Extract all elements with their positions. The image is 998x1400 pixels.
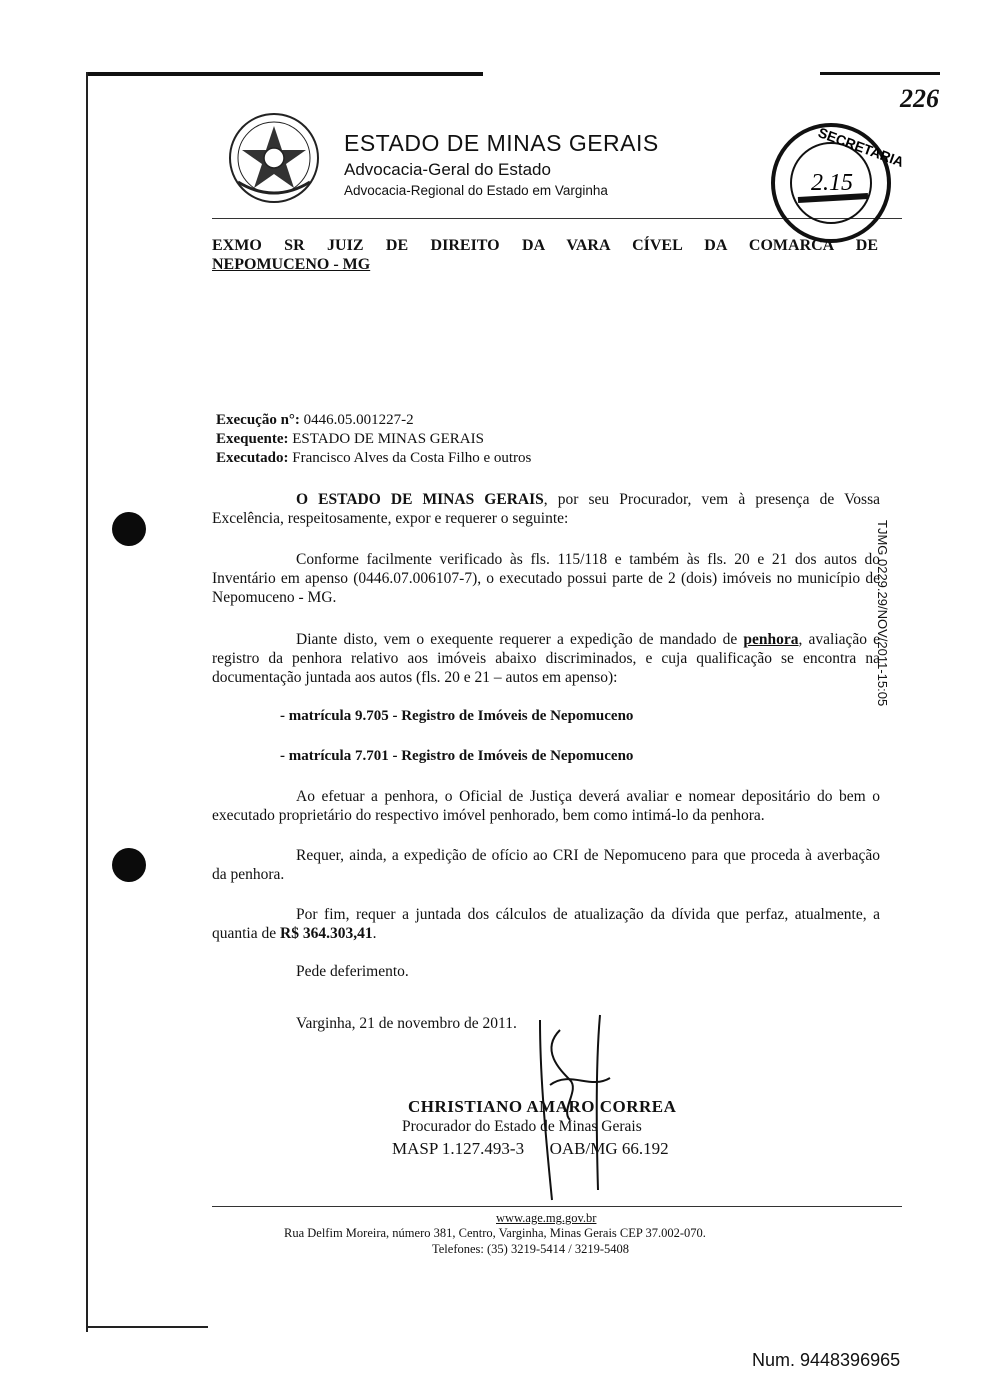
footer-rule	[212, 1206, 902, 1207]
svg-text:SECRETARIA: SECRETARIA	[816, 124, 907, 171]
case-number: Execução n°: 0446.05.001227-2	[216, 412, 414, 428]
header-title: ESTADO DE MINAS GERAIS	[344, 130, 659, 156]
state-crest-icon	[228, 112, 320, 204]
place-date: Varginha, 21 de novembro de 2011.	[296, 1015, 517, 1032]
paragraph-1: Conforme facilmente verificado às fls. 115/118 e também às fls. 20 e 21 dos autos do Inventário em apenso (0446.07.006107-7), o executado possui parte de 2 (dois) imóveis no município de Nepomuceno - MG.	[212, 551, 880, 606]
top-rule-right	[820, 72, 940, 75]
top-rule	[88, 72, 483, 76]
paragraph-4: Requer, ainda, a expedição de ofício ao CRI de Nepomuceno para que proceda à averbação da penhora.	[212, 847, 880, 883]
paragraph-5: Por fim, requer a juntada dos cálculos de atualização da dívida que perfaz, atualmente, a quantia de R$ 364.303,41.	[212, 906, 880, 942]
left-edge-line	[86, 72, 88, 1332]
header-subtitle: Advocacia-Geral do Estado	[344, 160, 551, 179]
signer-ids: MASP 1.127.493-3 OAB/MG 66.192	[392, 1139, 669, 1158]
signer-role: Procurador do Estado de Minas Gerais	[402, 1118, 642, 1135]
closing: Pede deferimento.	[296, 963, 409, 980]
signer-name: CHRISTIANO AMARO CORREA	[408, 1097, 677, 1116]
receipt-stamp-vertical: TJMG 0229.29/NOV/2011-15:05	[875, 520, 890, 707]
punch-hole-top	[112, 512, 146, 546]
paragraph-3: Ao efetuar a penhora, o Oficial de Justiça deverá avaliar e nomear depositário do bem o executado proprietário do respectivo imóvel penhorado, bem como intimá-lo da penhora.	[212, 788, 880, 824]
punch-hole-bottom	[112, 848, 146, 882]
addressee-line-2: NEPOMUCENO - MG	[212, 256, 371, 273]
footer-address: Rua Delfim Moreira, número 381, Centro, Varginha, Minas Gerais CEP 37.002-070.	[284, 1226, 706, 1240]
addressee	[212, 236, 878, 274]
intro-paragraph: O ESTADO DE MINAS GERAIS, por seu Procurador, vem à presença de Vossa Excelência, respeitosamente, expor e requerer o seguinte:	[212, 491, 880, 527]
matricula-2: - matrícula 7.701 - Registro de Imóveis de Nepomuceno	[280, 748, 634, 764]
paragraph-2: Diante disto, vem o exequente requerer a expedição de mandado de penhora, avaliação e registro da penhora relativo aos imóveis abaixo discriminados, e cuja qualificação se encontra na documentação juntada aos autos (fls. 20 e 21 – autos em apenso):	[212, 631, 881, 686]
header-office: Advocacia-Regional do Estado em Varginha	[344, 183, 608, 198]
footer-phones: Telefones: (35) 3219-5414 / 3219-5408	[432, 1242, 630, 1256]
case-exequente: Exequente: ESTADO DE MINAS GERAIS	[216, 431, 484, 447]
bottom-edge-line	[88, 1326, 208, 1328]
handwritten-page-number: 226	[900, 84, 939, 113]
footer-website: www.age.mg.gov.br	[496, 1211, 597, 1225]
matricula-1: - matrícula 9.705 - Registro de Imóveis de Nepomuceno	[280, 708, 634, 724]
scan-number: Num. 9448396965	[752, 1350, 901, 1370]
stamp-number: 2.15	[811, 170, 853, 196]
addressee-line-1: EXMO SR JUIZ DE DIREITO DA VARA CÍVEL DA COMARCA DE	[212, 237, 878, 254]
case-executado: Executado: Francisco Alves da Costa Filho e outros	[216, 450, 532, 466]
secretaria-stamp	[768, 120, 907, 246]
